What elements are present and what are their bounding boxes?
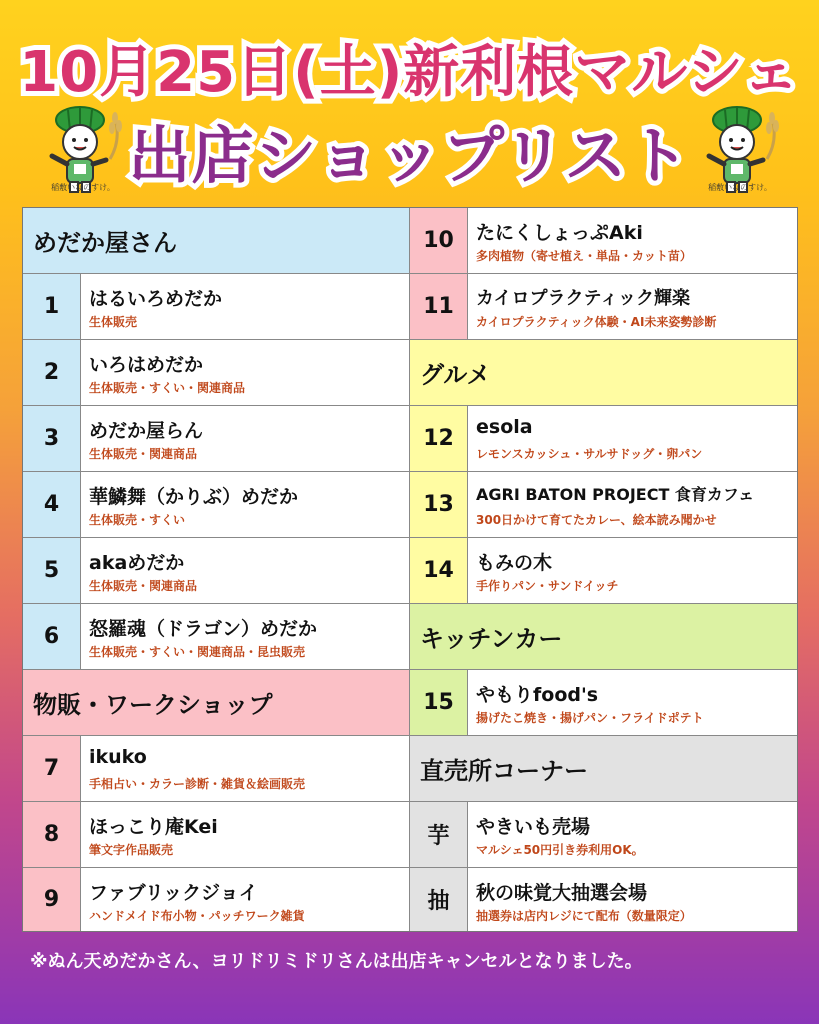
shop-name: たにくしょっぷAki bbox=[476, 222, 643, 244]
shop-number: 1 bbox=[23, 274, 81, 339]
shop-row-8 bbox=[23, 802, 410, 868]
shop-description: ハンドメイド布小物・パッチワーク雑貨 bbox=[89, 909, 305, 923]
shop-row-2 bbox=[23, 340, 410, 406]
shop-list-right-column bbox=[410, 208, 797, 931]
shop-number: 11 bbox=[410, 274, 468, 339]
shop-number: 6 bbox=[23, 604, 81, 669]
shop-description: 生体販売・すくい・関連商品 bbox=[89, 381, 246, 395]
shop-number: 2 bbox=[23, 340, 81, 405]
category-header-medaka: めだか屋さん bbox=[23, 208, 410, 274]
shop-name: ikuko bbox=[89, 746, 147, 768]
shop-row-1 bbox=[23, 274, 410, 340]
shop-name: やもりfood's bbox=[476, 684, 599, 706]
page-title-date: 10月25日(土)新利根マルシェ bbox=[19, 40, 800, 105]
shop-number: 10 bbox=[410, 208, 468, 273]
shop-description: 生体販売・すくい bbox=[89, 513, 186, 527]
shop-name: もみの木 bbox=[476, 552, 553, 574]
shop-description: 筆文字作品販売 bbox=[89, 843, 174, 857]
shop-row-4 bbox=[23, 472, 410, 538]
shop-row-7 bbox=[23, 736, 410, 802]
shop-name: はるいろめだか bbox=[89, 288, 223, 310]
shop-number: 4 bbox=[23, 472, 81, 537]
category-header-kitchen-car: キッチンカー bbox=[410, 604, 797, 670]
cancellation-note: ※ぬん天めだかさん、ヨリドリミドリさんは出店キャンセルとなりました。 bbox=[30, 951, 643, 972]
shop-description: 300日かけて育てたカレー、絵本読み聞かせ bbox=[476, 513, 717, 527]
shop-row-12 bbox=[410, 406, 797, 472]
shop-number: 5 bbox=[23, 538, 81, 603]
shop-number: 3 bbox=[23, 406, 81, 471]
mascot-caption: 稲敷いなのすけ。 bbox=[51, 183, 115, 192]
shop-name: esola bbox=[476, 416, 533, 438]
shop-description: 生体販売 bbox=[89, 315, 138, 329]
shop-name: いろはめだか bbox=[89, 354, 204, 376]
shop-name: やきいも売場 bbox=[476, 816, 591, 838]
shop-name: 秋の味覚大抽選会場 bbox=[476, 882, 648, 904]
shop-list-left-column bbox=[23, 208, 410, 931]
shop-number: 12 bbox=[410, 406, 468, 471]
shop-row-3 bbox=[23, 406, 410, 472]
shop-number: 14 bbox=[410, 538, 468, 603]
category-header-direct-sales: 直売所コーナー bbox=[410, 736, 797, 802]
shop-description: 多肉植物（寄せ植え・単品・カット苗） bbox=[476, 249, 692, 263]
shop-number: 8 bbox=[23, 802, 81, 867]
shop-row-9 bbox=[23, 868, 410, 931]
shop-description: 生体販売・関連商品 bbox=[89, 579, 198, 593]
direct-row-lottery bbox=[410, 868, 797, 931]
shop-name: めだか屋らん bbox=[89, 420, 204, 442]
shop-number: 13 bbox=[410, 472, 468, 537]
page-title-list: 出店ショップリスト bbox=[128, 119, 691, 192]
shop-description: 生体販売・関連商品 bbox=[89, 447, 198, 461]
shop-row-11 bbox=[410, 274, 797, 340]
category-header-gourmet: グルメ bbox=[410, 340, 797, 406]
shop-name: 華鱗舞（かりぶ）めだか bbox=[89, 486, 299, 508]
shop-name: AGRI BATON PROJECT 食育カフェ bbox=[476, 485, 755, 504]
direct-row-sweet-potato bbox=[410, 802, 797, 868]
shop-description: 手作りパン・サンドイッチ bbox=[476, 579, 619, 593]
shop-name: akaめだか bbox=[89, 552, 185, 574]
shop-description: 抽選券は店内レジにて配布（数量限定） bbox=[476, 909, 692, 923]
shop-name: ほっこり庵Kei bbox=[89, 816, 218, 838]
shop-number: 15 bbox=[410, 670, 468, 735]
category-header-goods: 物販・ワークショップ bbox=[23, 670, 410, 736]
shop-description: 生体販売・すくい・関連商品・昆虫販売 bbox=[89, 645, 306, 659]
shop-name: 怒羅魂（ドラゴン）めだか bbox=[89, 618, 318, 640]
mascot-caption: 稲敷いなのすけ。 bbox=[708, 183, 772, 192]
shop-row-15 bbox=[410, 670, 797, 736]
direct-mark: 芋 bbox=[410, 802, 468, 867]
shop-list-table bbox=[22, 207, 798, 932]
shop-number: 9 bbox=[23, 868, 81, 931]
shop-number: 7 bbox=[23, 736, 81, 801]
shop-name: カイロプラクティック輝楽 bbox=[476, 288, 691, 309]
shop-description: カイロプラクティック体験・AI未来姿勢診断 bbox=[476, 315, 717, 329]
shop-description: 手相占い・カラー診断・雑貨＆絵画販売 bbox=[89, 777, 306, 791]
shop-row-5 bbox=[23, 538, 410, 604]
shop-name: ファブリックジョイ bbox=[89, 882, 258, 904]
shop-description: 揚げたこ焼き・揚げパン・フライドポテト bbox=[476, 711, 704, 725]
direct-mark: 抽 bbox=[410, 868, 468, 931]
shop-row-13 bbox=[410, 472, 797, 538]
shop-row-14 bbox=[410, 538, 797, 604]
shop-description: レモンスカッシュ・サルサドッグ・卵パン bbox=[476, 447, 703, 461]
shop-description: マルシェ50円引き券利用OK。 bbox=[476, 843, 644, 857]
shop-row-6 bbox=[23, 604, 410, 670]
shop-row-10 bbox=[410, 208, 797, 274]
